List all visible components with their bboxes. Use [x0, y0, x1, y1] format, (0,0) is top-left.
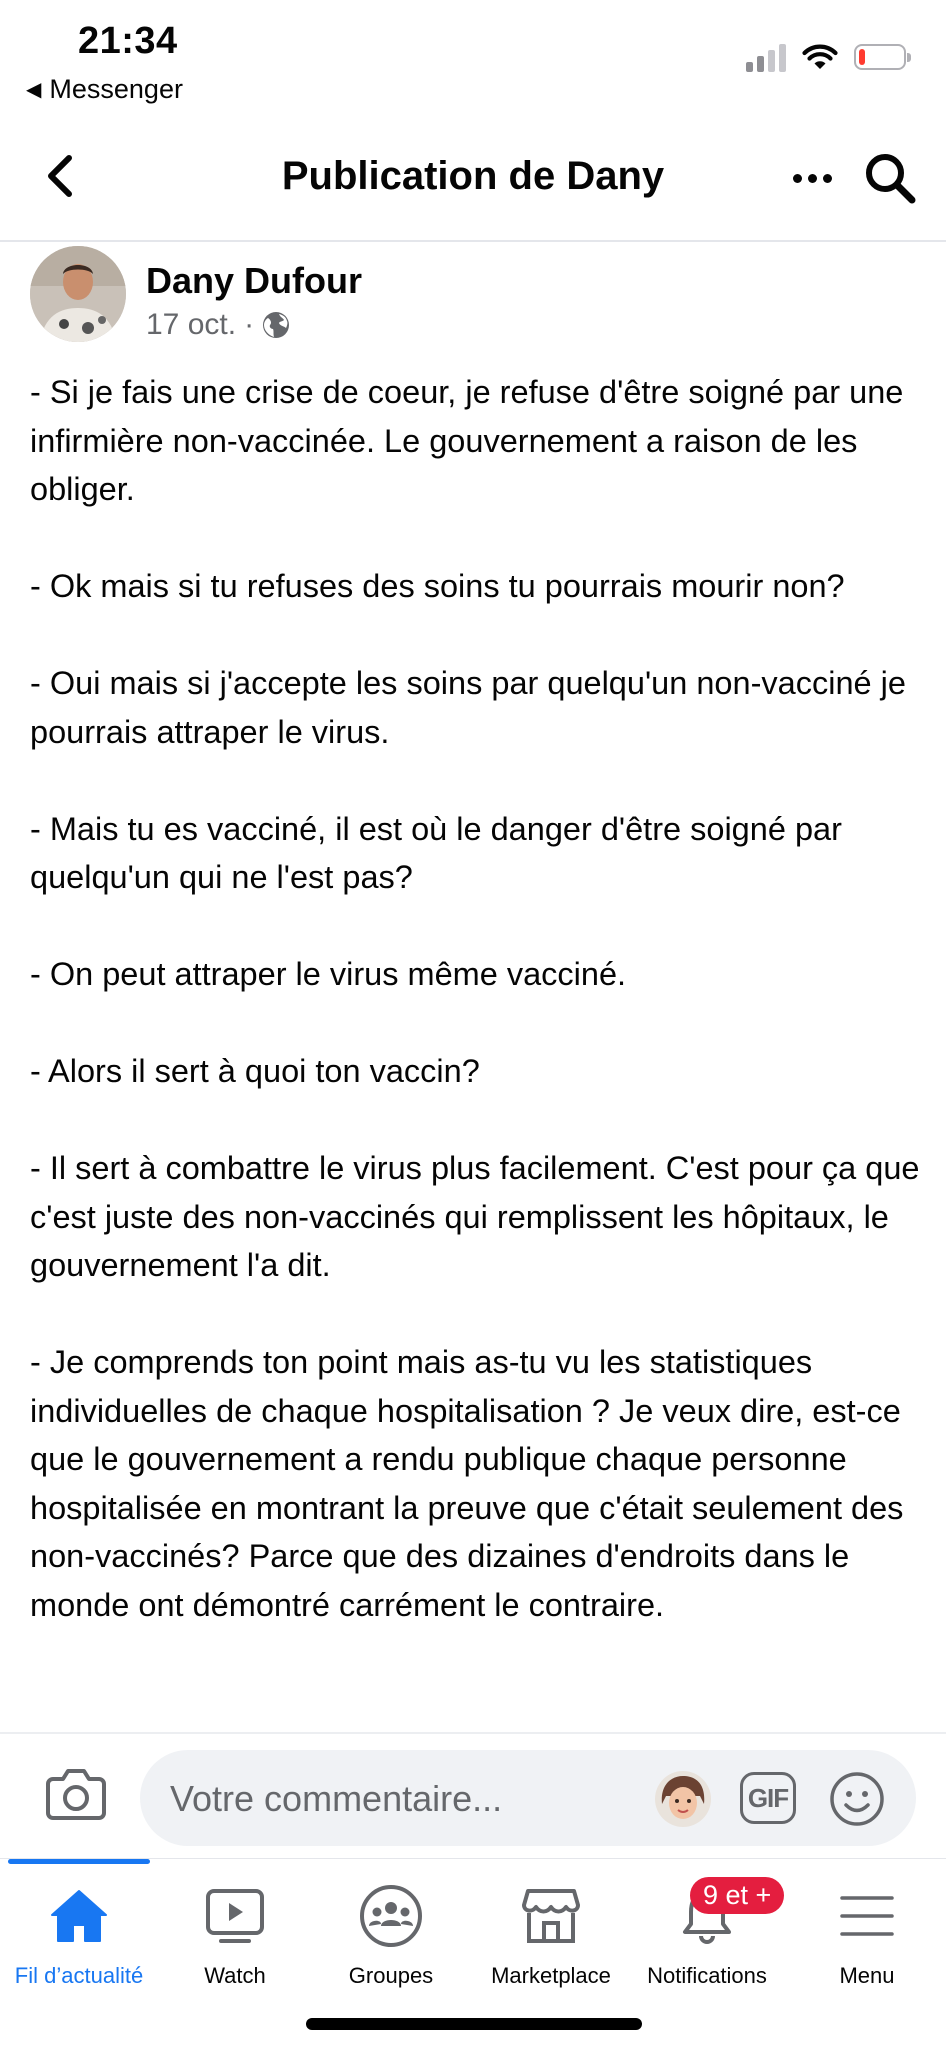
tab-menu[interactable] — [788, 1881, 946, 2001]
status-time: 21:34 — [78, 20, 178, 62]
menu-icon — [839, 1892, 895, 1940]
marketplace-icon — [520, 1887, 582, 1945]
profile-photo — [30, 246, 126, 342]
back-to-app-button[interactable] — [26, 74, 183, 105]
post-body — [30, 368, 920, 1629]
tab-label: Watch — [204, 1963, 266, 1988]
post-paragraph: - Mais tu es vacciné, il est où le danger d'être soigné par quelqu'un qui ne l'est pas? — [30, 810, 842, 895]
post-meta — [146, 308, 290, 342]
search-icon — [863, 151, 917, 205]
post-paragraph: - Oui mais si j'accepte les soins par quelqu'un non-vacciné je pourrais attraper le virus. — [30, 665, 906, 750]
globe-icon — [262, 311, 290, 339]
comment-placeholder: Votre commentaire... — [170, 1778, 503, 1819]
back-triangle-icon: ◀ — [26, 79, 42, 101]
status-icons — [746, 42, 906, 72]
tab-groups[interactable] — [312, 1881, 470, 2001]
avatar[interactable] — [30, 246, 126, 342]
page-title: Publication de Dany — [281, 154, 665, 198]
tab-marketplace[interactable] — [472, 1881, 630, 2001]
status-bar — [0, 0, 946, 118]
post-paragraph: - Alors il sert à quoi ton vaccin? — [30, 1053, 480, 1089]
comment-input[interactable] — [140, 1750, 916, 1846]
comment-bar — [0, 1732, 946, 1860]
meta-separator: · — [244, 308, 255, 341]
watch-icon — [205, 1888, 265, 1944]
gif-icon: GIF — [747, 1782, 789, 1813]
battery-low-icon — [854, 44, 906, 70]
camera-icon — [45, 1767, 107, 1821]
tab-watch[interactable] — [156, 1881, 314, 2001]
battery-fill — [859, 49, 865, 65]
search-button[interactable] — [858, 146, 922, 210]
notifications-badge: 9 et + — [690, 1877, 784, 1914]
post-header — [30, 246, 910, 346]
back-app-label: Messenger — [49, 74, 183, 104]
tab-label: Fil d’actualité — [14, 1963, 144, 1988]
emoji-button[interactable] — [828, 1770, 886, 1828]
home-indicator[interactable] — [306, 2018, 642, 2030]
post-paragraph: - Si je fais une crise de coeur, je refuse d'être soigné par une infirmière non-vaccinée. Le gouvernement a raison de les obliger. — [30, 374, 904, 507]
home-icon — [48, 1887, 110, 1945]
post-paragraph: - On peut attraper le virus même vacciné. — [30, 956, 627, 992]
header — [0, 118, 946, 242]
gif-button[interactable] — [740, 1772, 796, 1824]
post-paragraph: - Ok mais si tu refuses des soins tu pourrais mourir non? — [30, 568, 845, 604]
tab-label: Menu — [839, 1963, 895, 1988]
camera-button[interactable] — [44, 1766, 108, 1822]
signal-icon — [746, 42, 786, 72]
post-paragraph: - Je comprends ton point mais as-tu vu les statistiques individuelles de chaque hospitalisation ? Je veux dire, est-ce que le gouvernement a rendu publique chaque personne hospitalisée en montrant la preuve que c'était seulement des non-vaccinés? Parce que des dizaines d'endroits dans le monde ont démontré carrément le contraire. — [30, 1344, 904, 1623]
tab-label: Marketplace — [491, 1963, 611, 1988]
tab-news-feed[interactable] — [0, 1881, 158, 2001]
avatar-sticker-icon[interactable] — [654, 1770, 712, 1828]
post-date[interactable]: 17 oct. — [146, 308, 237, 341]
more-icon — [793, 174, 802, 183]
tab-label: Groupes — [348, 1963, 434, 1988]
post-author[interactable]: Dany Dufour — [146, 260, 362, 301]
tab-label: Notifications — [647, 1963, 767, 1988]
more-button[interactable] — [782, 148, 842, 208]
wifi-icon — [802, 43, 838, 71]
groups-icon — [359, 1884, 423, 1948]
active-tab-indicator — [8, 1859, 150, 1864]
emoji-icon — [828, 1770, 886, 1828]
post-paragraph: - Il sert à combattre le virus plus facilement. C'est pour ça que c'est juste des non-vaccinés qui remplissent les hôpitaux, le gouvernement l'a dit. — [30, 1150, 920, 1283]
tab-notifications[interactable] — [628, 1881, 786, 2001]
